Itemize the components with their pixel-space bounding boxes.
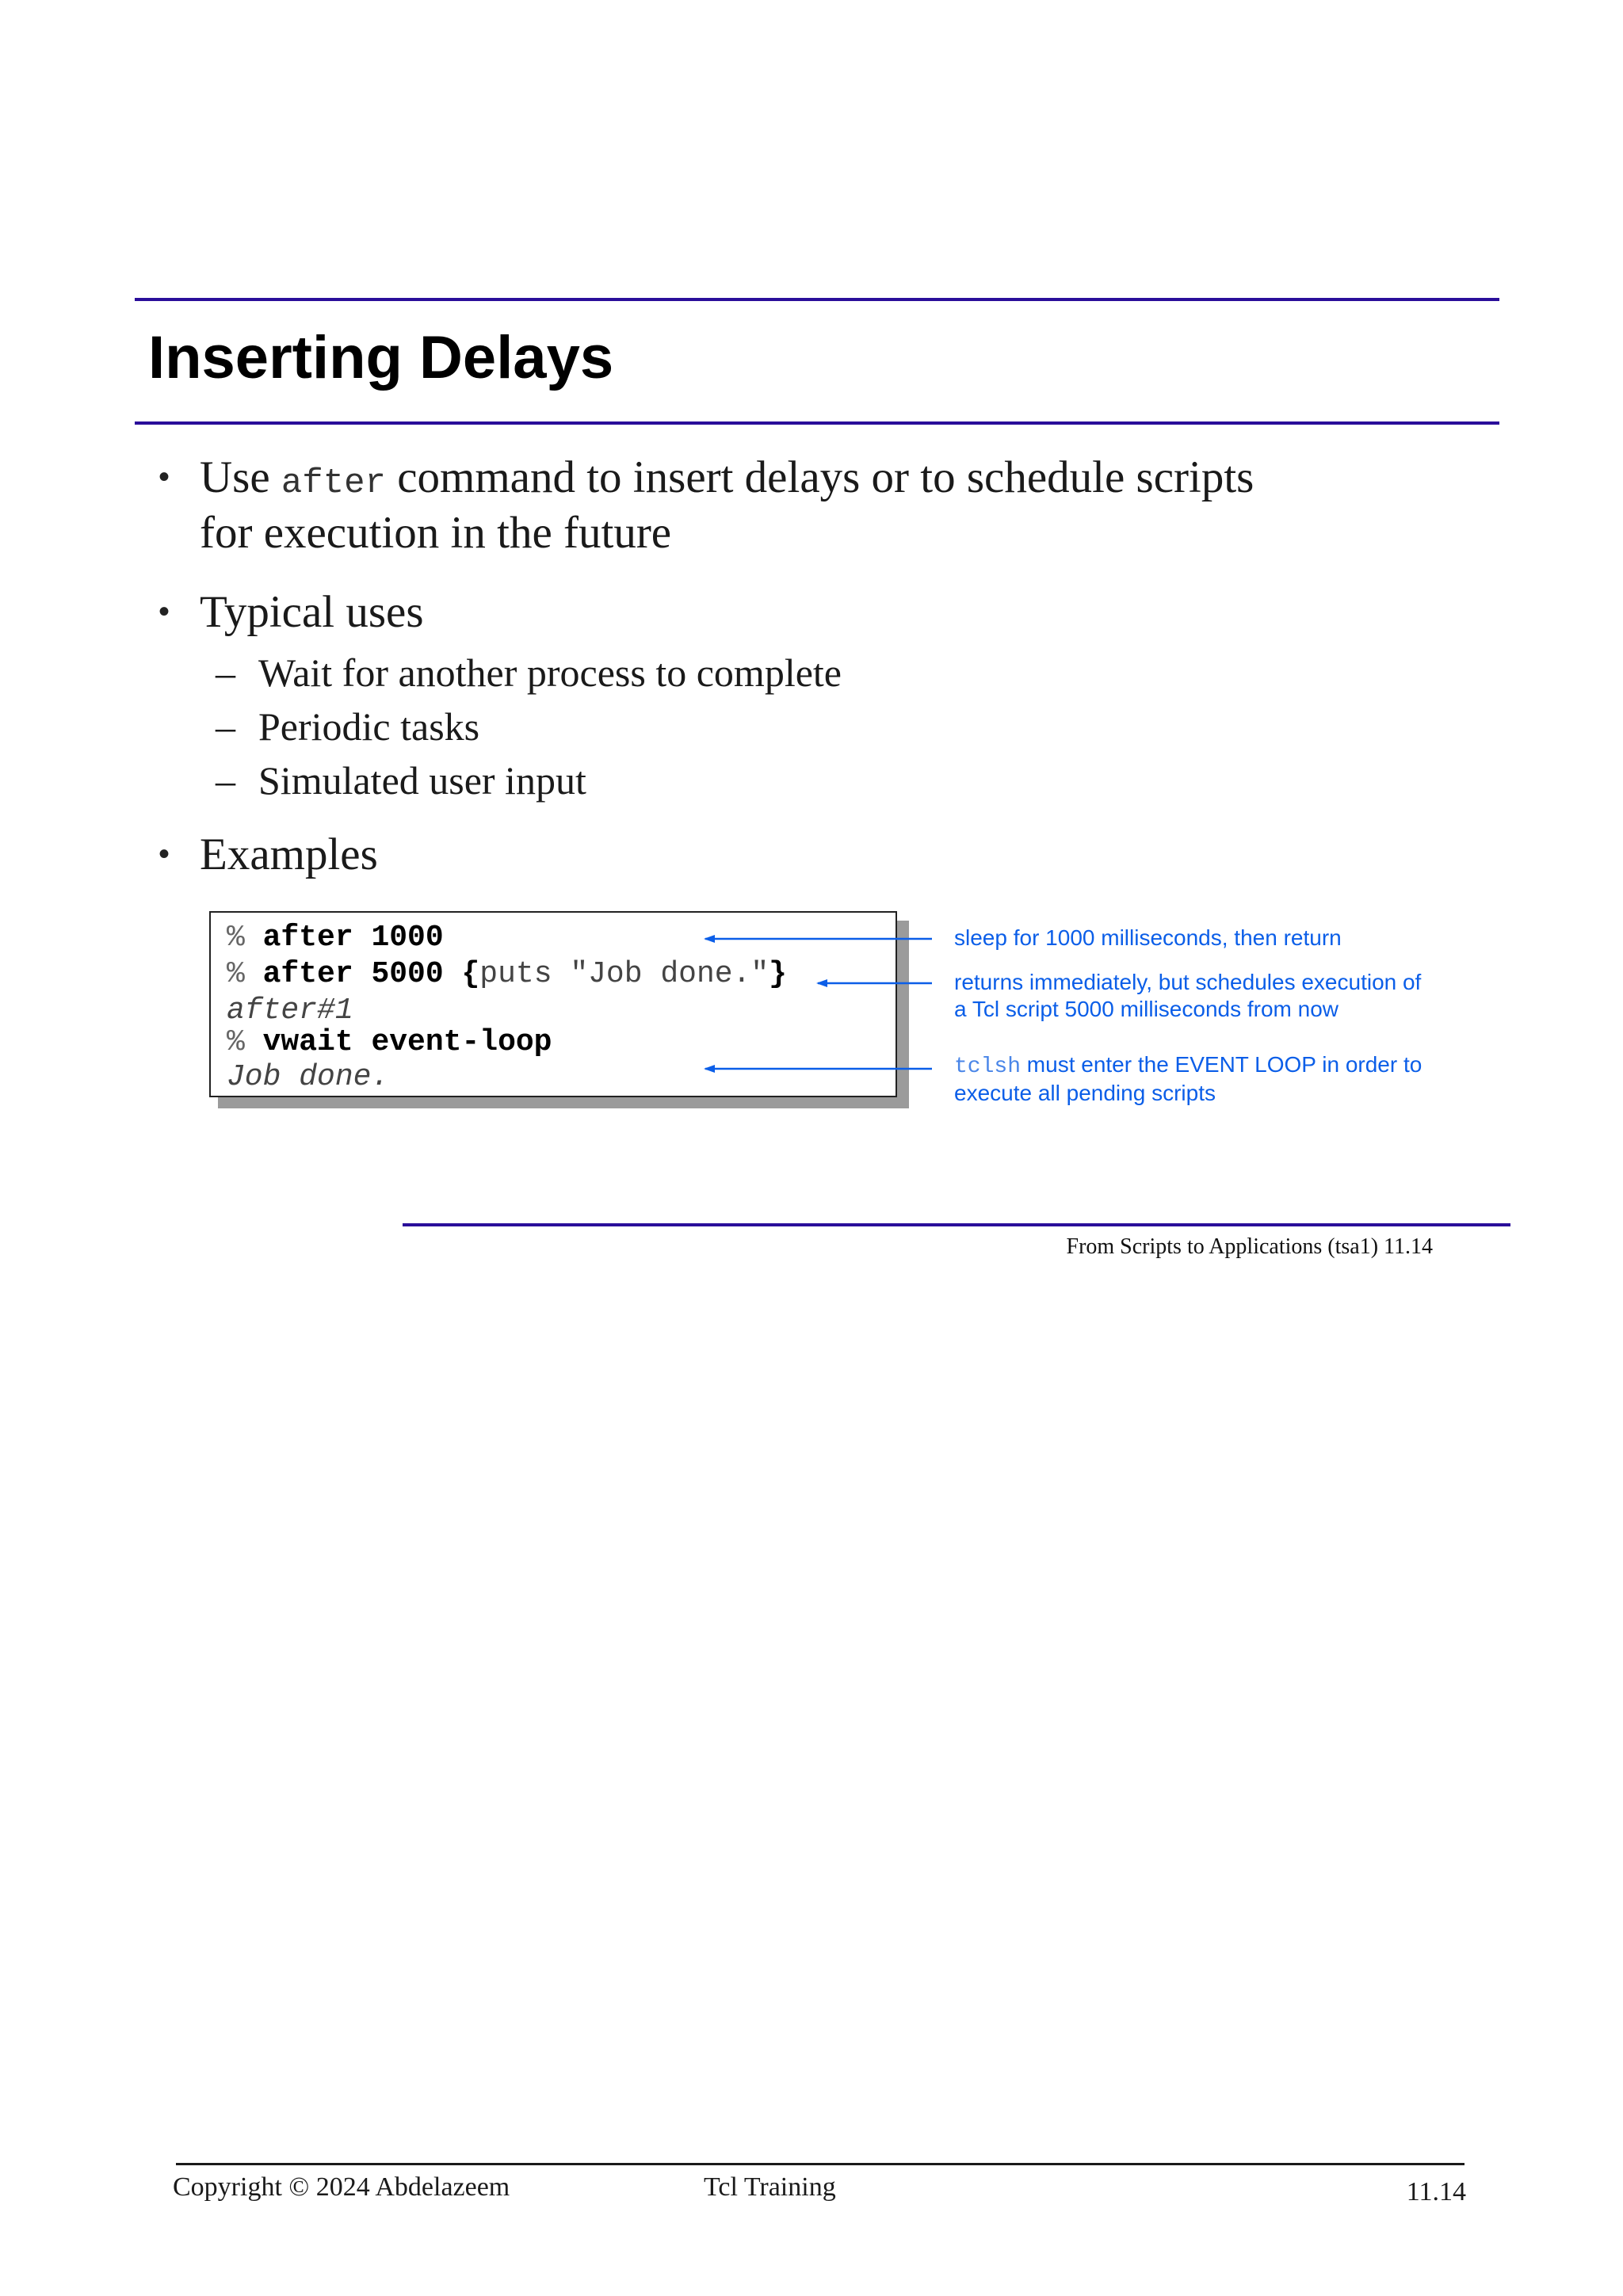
page-number: 11.14 — [1406, 2177, 1466, 2206]
bullet-3-dot: • — [158, 837, 170, 871]
annotation-2-line-1: returns immediately, but schedules execution of — [954, 970, 1422, 994]
bullet-3-text: Examples — [200, 830, 378, 879]
copyright: Copyright © 2024 Abdelazeem — [173, 2172, 510, 2202]
bullet-1-post: command to insert delays or to schedule scripts — [397, 452, 1254, 502]
code-line-4 — [227, 1025, 552, 1060]
code-line-1 — [227, 921, 444, 955]
page-footer-rule — [176, 2163, 1465, 2165]
sub-2-dash: – — [216, 704, 235, 749]
bullet-2-text: Typical uses — [200, 587, 424, 637]
after-command-inline: after — [281, 463, 386, 503]
slide-footer: From Scripts to Applications (tsa1) 11.14 — [1066, 1234, 1433, 1259]
annotation-2-line-2: a Tcl script 5000 milliseconds from now — [954, 997, 1339, 1021]
script-argument: puts "Job done." — [479, 957, 769, 991]
bullet-1-dot: • — [158, 460, 170, 494]
sub-1-text: Wait for another process to complete — [258, 650, 842, 695]
course-name: Tcl Training — [704, 2172, 836, 2202]
annotation-3-line-2: execute all pending scripts — [954, 1081, 1216, 1105]
code-line-2 — [227, 957, 787, 992]
bullet-1-pre: Use — [200, 452, 270, 502]
bullet-1-line-1 — [200, 450, 1254, 511]
sub-3-dash: – — [216, 758, 235, 803]
bullet-1-line-2: for execution in the future — [200, 508, 672, 558]
prompt: % — [227, 921, 245, 955]
tclsh-inline: tclsh — [954, 1055, 1022, 1079]
brace-close: } — [769, 957, 787, 991]
annotation-3-line-1 — [954, 1051, 1422, 1081]
bullet-2-dot: • — [158, 594, 170, 629]
prompt: % — [227, 957, 245, 991]
command: after 1000 — [262, 921, 444, 955]
title-top-rule — [135, 298, 1499, 301]
sub-3-text: Simulated user input — [258, 758, 586, 803]
annotation-3-text: must enter the EVENT LOOP in order to — [1021, 1052, 1423, 1077]
code-line-5-output: Job done. — [227, 1060, 390, 1094]
sub-1-dash: – — [216, 650, 235, 695]
brace-open: { — [461, 957, 480, 991]
annotation-1: sleep for 1000 milliseconds, then return — [954, 925, 1342, 950]
slide-title: Inserting Delays — [148, 324, 614, 391]
slide-footer-rule — [403, 1223, 1510, 1226]
title-bottom-rule — [135, 421, 1499, 425]
code-example-box — [209, 911, 897, 1097]
prompt: % — [227, 1025, 245, 1059]
code-line-3-output: after#1 — [227, 994, 353, 1028]
command: vwait event-loop — [262, 1025, 552, 1059]
command: after 5000 — [262, 957, 444, 991]
sub-2-text: Periodic tasks — [258, 704, 480, 749]
